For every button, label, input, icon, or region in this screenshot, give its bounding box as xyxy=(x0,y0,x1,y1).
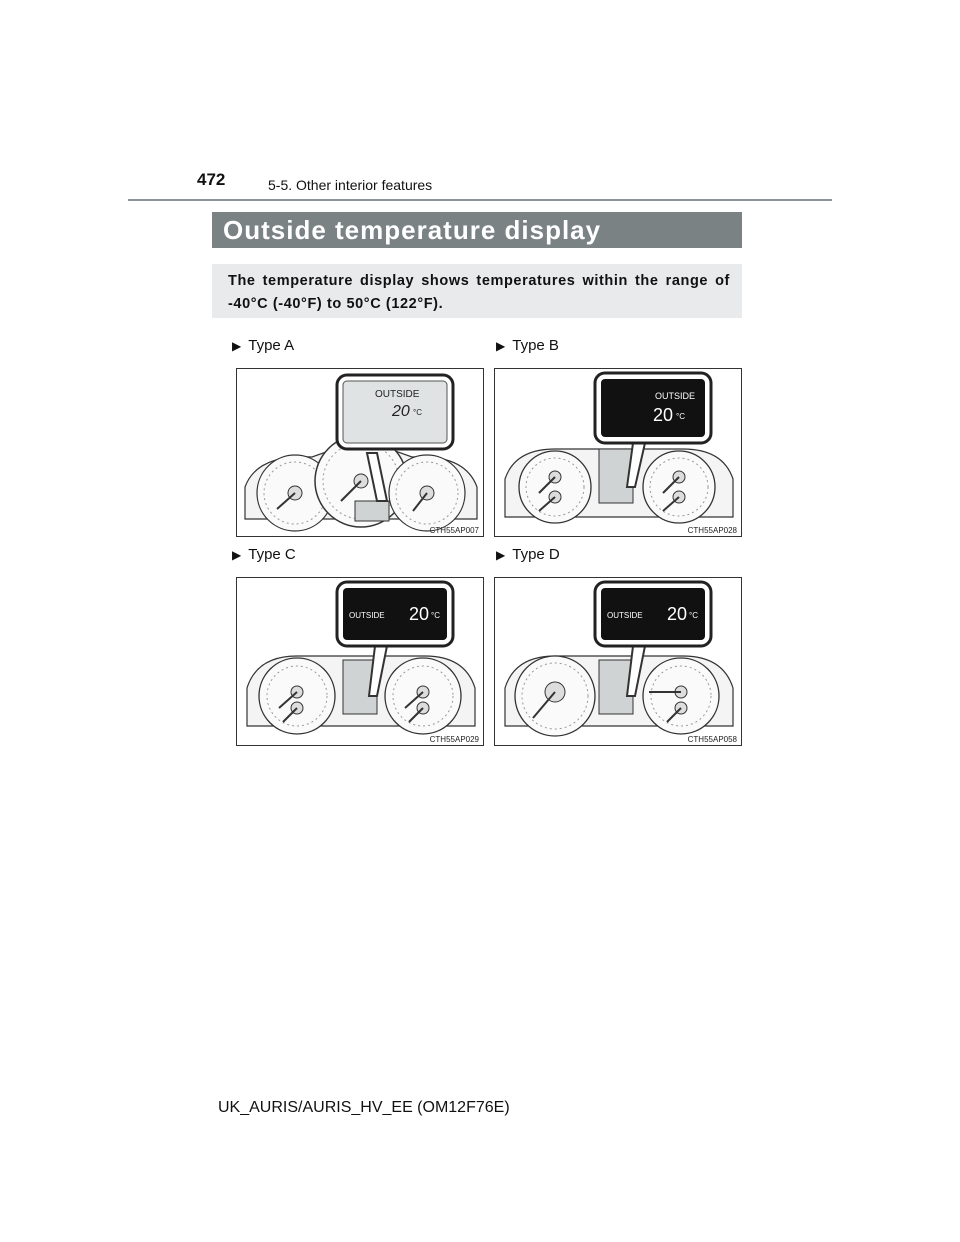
display-value-type-d: 20 xyxy=(667,604,688,624)
figure-type-b xyxy=(494,368,742,537)
section-title: 5-5. Other interior features xyxy=(268,177,433,193)
figure-code-type-a: CTH55AP007 xyxy=(429,526,479,535)
arrow-right-icon: ▶ xyxy=(496,339,506,353)
display-unit-type-c: °C xyxy=(431,611,440,620)
footer-manual-code: UK_AURIS/AURIS_HV_EE (OM12F76E) xyxy=(218,1099,510,1116)
intro-text: The temperature display shows temperatures within the range of -40°C (-40°F) to 50°C (122°F). xyxy=(212,264,742,318)
display-value-type-a: 20 xyxy=(392,403,410,420)
cluster-illustration-type-d xyxy=(495,578,743,747)
display-unit-type-d: °C xyxy=(689,611,698,620)
arrow-right-icon: ▶ xyxy=(232,339,242,353)
page-title: Outside temperature display xyxy=(212,212,742,248)
display-unit-type-a: °C xyxy=(413,408,422,417)
display-value-type-c: 20 xyxy=(409,604,430,624)
type-b-label: ▶ Type B xyxy=(496,337,559,354)
display-unit-type-b: °C xyxy=(676,412,685,421)
cluster-illustration-type-a xyxy=(237,369,485,538)
display-value-type-b: 20 xyxy=(653,405,674,425)
type-c-label: ▶ Type C xyxy=(232,546,296,563)
display-label-type-b: OUTSIDE xyxy=(655,391,696,401)
figure-code-type-b: CTH55AP028 xyxy=(687,526,737,535)
cluster-illustration-type-c xyxy=(237,578,485,747)
header-divider xyxy=(128,199,832,201)
display-label-type-d: OUTSIDE xyxy=(607,611,643,620)
figure-type-d xyxy=(494,577,742,746)
arrow-right-icon: ▶ xyxy=(496,548,506,562)
display-label-type-a: OUTSIDE xyxy=(375,389,420,400)
figure-type-c xyxy=(236,577,484,746)
figure-code-type-d: CTH55AP058 xyxy=(687,735,737,744)
cluster-illustration-type-b xyxy=(495,369,743,538)
page-number: 472 xyxy=(197,170,226,189)
figure-code-type-c: CTH55AP029 xyxy=(429,735,479,744)
arrow-right-icon: ▶ xyxy=(232,548,242,562)
type-a-label: ▶ Type A xyxy=(232,337,295,354)
type-d-label: ▶ Type D xyxy=(496,546,560,563)
figure-type-a xyxy=(236,368,484,537)
display-label-type-c: OUTSIDE xyxy=(349,611,385,620)
